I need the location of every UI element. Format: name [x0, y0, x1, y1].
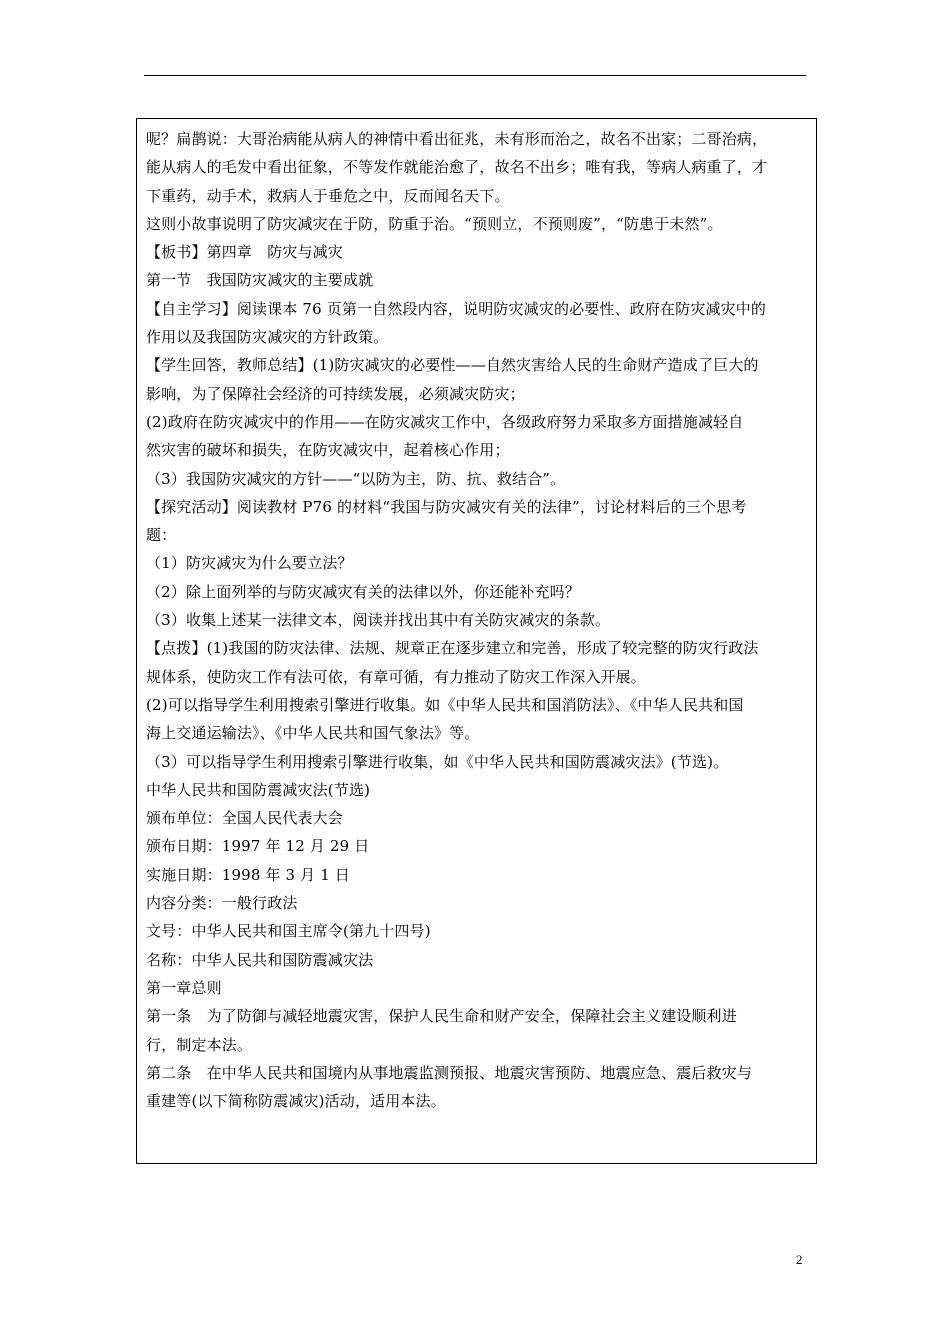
- law-meta: 实施日期：1998 年 3 月 1 日: [146, 865, 350, 884]
- text-line: 这则小故事说明了防灾减灾在于防，防重于治。“预则立，不预则废”，“防患于未然”。: [146, 214, 723, 233]
- text-line: 规体系，使防灾工作有法可依，有章可循，有力推动了防灾工作深入开展。: [146, 667, 646, 686]
- law-meta: 颁布单位：全国人民代表大会: [146, 809, 343, 828]
- question-item: （2）除上面列举的与防灾减灾有关的法律以外，你还能补充吗？: [146, 582, 580, 601]
- law-title: 中华人民共和国防震减灾法(节选): [146, 780, 371, 799]
- text-line: 影响，为了保障社会经济的可持续发展，必须减灾防灾；: [146, 384, 525, 403]
- text-line: 【学生回答，教师总结】(1)防灾减灾的必要性——自然灾害给人民的生命财产造成了巨大的: [146, 356, 759, 375]
- text-line: 作用以及我国防灾减灾的方针政策。: [146, 328, 389, 347]
- law-meta: 文号：中华人民共和国主席令(第九十四号): [146, 922, 431, 941]
- article-line: 重建等(以下简称防震减灾)活动，适用本法。: [146, 1092, 446, 1111]
- text-line: 【探究活动】阅读教材 P76 的材料“我国与防灾减灾有关的法律”，讨论材料后的三个思考: [146, 497, 747, 516]
- article-line: 第一条 为了防御与减轻地震灾害，保护人民生命和财产安全，保障社会主义建设顺利进: [146, 1007, 737, 1026]
- text-line: 然灾害的破坏和损失，在防灾减灾中，起着核心作用；: [146, 441, 510, 460]
- section-heading: 第一节 我国防灾减灾的主要成就: [146, 271, 374, 290]
- text-line: 【自主学习】阅读课本 76 页第一自然段内容，说明防灾减灾的必要性、政府在防灾减灾中的: [146, 299, 767, 318]
- text-line: 能从病人的毛发中看出征象，不等发作就能治愈了，故名不出乡；唯有我，等病人病重了，才: [146, 158, 768, 177]
- text-line: 题：: [146, 526, 177, 545]
- text-line: (2)政府在防灾减灾中的作用——在防灾减灾工作中，各级政府努力采取多方面措施减轻自: [146, 412, 744, 431]
- text-line: 海上交通运输法》、《中华人民共和国气象法》等。: [146, 724, 480, 743]
- page-number: 2: [796, 1252, 803, 1267]
- text-line: 呢？扁鹊说：大哥治病能从病人的神情中看出征兆，未有形而治之，故名不出家；二哥治病，: [146, 130, 768, 148]
- text-line: 【点拨】(1)我国的防灾法律、法规、规章正在逐步建立和完善，形成了较完整的防灾行政法: [146, 639, 759, 658]
- question-item: （3）收集上述某一法律文本，阅读并找出其中有关防灾减灾的条款。: [146, 611, 611, 630]
- law-meta: 颁布日期：1997 年 12 月 29 日: [146, 837, 370, 856]
- law-meta: 名称：中华人民共和国防震减灾法: [146, 950, 374, 969]
- law-meta: 内容分类：一般行政法: [146, 894, 298, 913]
- article-line: 第二条 在中华人民共和国境内从事地震监测预报、地震灾害预防、地震应急、震后救灾与: [146, 1063, 753, 1082]
- text-line: (2)可以指导学生利用搜索引擎进行收集。如《中华人民共和国消防法》、《中华人民共和国: [146, 695, 744, 714]
- chapter-heading: 第一章总则: [146, 978, 222, 997]
- body-text: [146, 125, 810, 1115]
- header-rule: [144, 75, 806, 76]
- text-line: （3）可以指导学生利用搜索引擎进行收集，如《中华人民共和国防震减灾法》(节选)。: [146, 752, 729, 771]
- board-heading: 【板书】第四章 防灾与减灾: [146, 243, 343, 262]
- text-line: 下重药，动手术，救病人于垂危之中，反而闻名天下。: [146, 186, 510, 205]
- question-item: （1）防灾减灾为什么要立法？: [146, 554, 353, 573]
- text-line: （3）我国防灾减灾的方针——“以防为主，防、抗、救结合”。: [146, 469, 566, 488]
- article-line: 行，制定本法。: [146, 1035, 253, 1054]
